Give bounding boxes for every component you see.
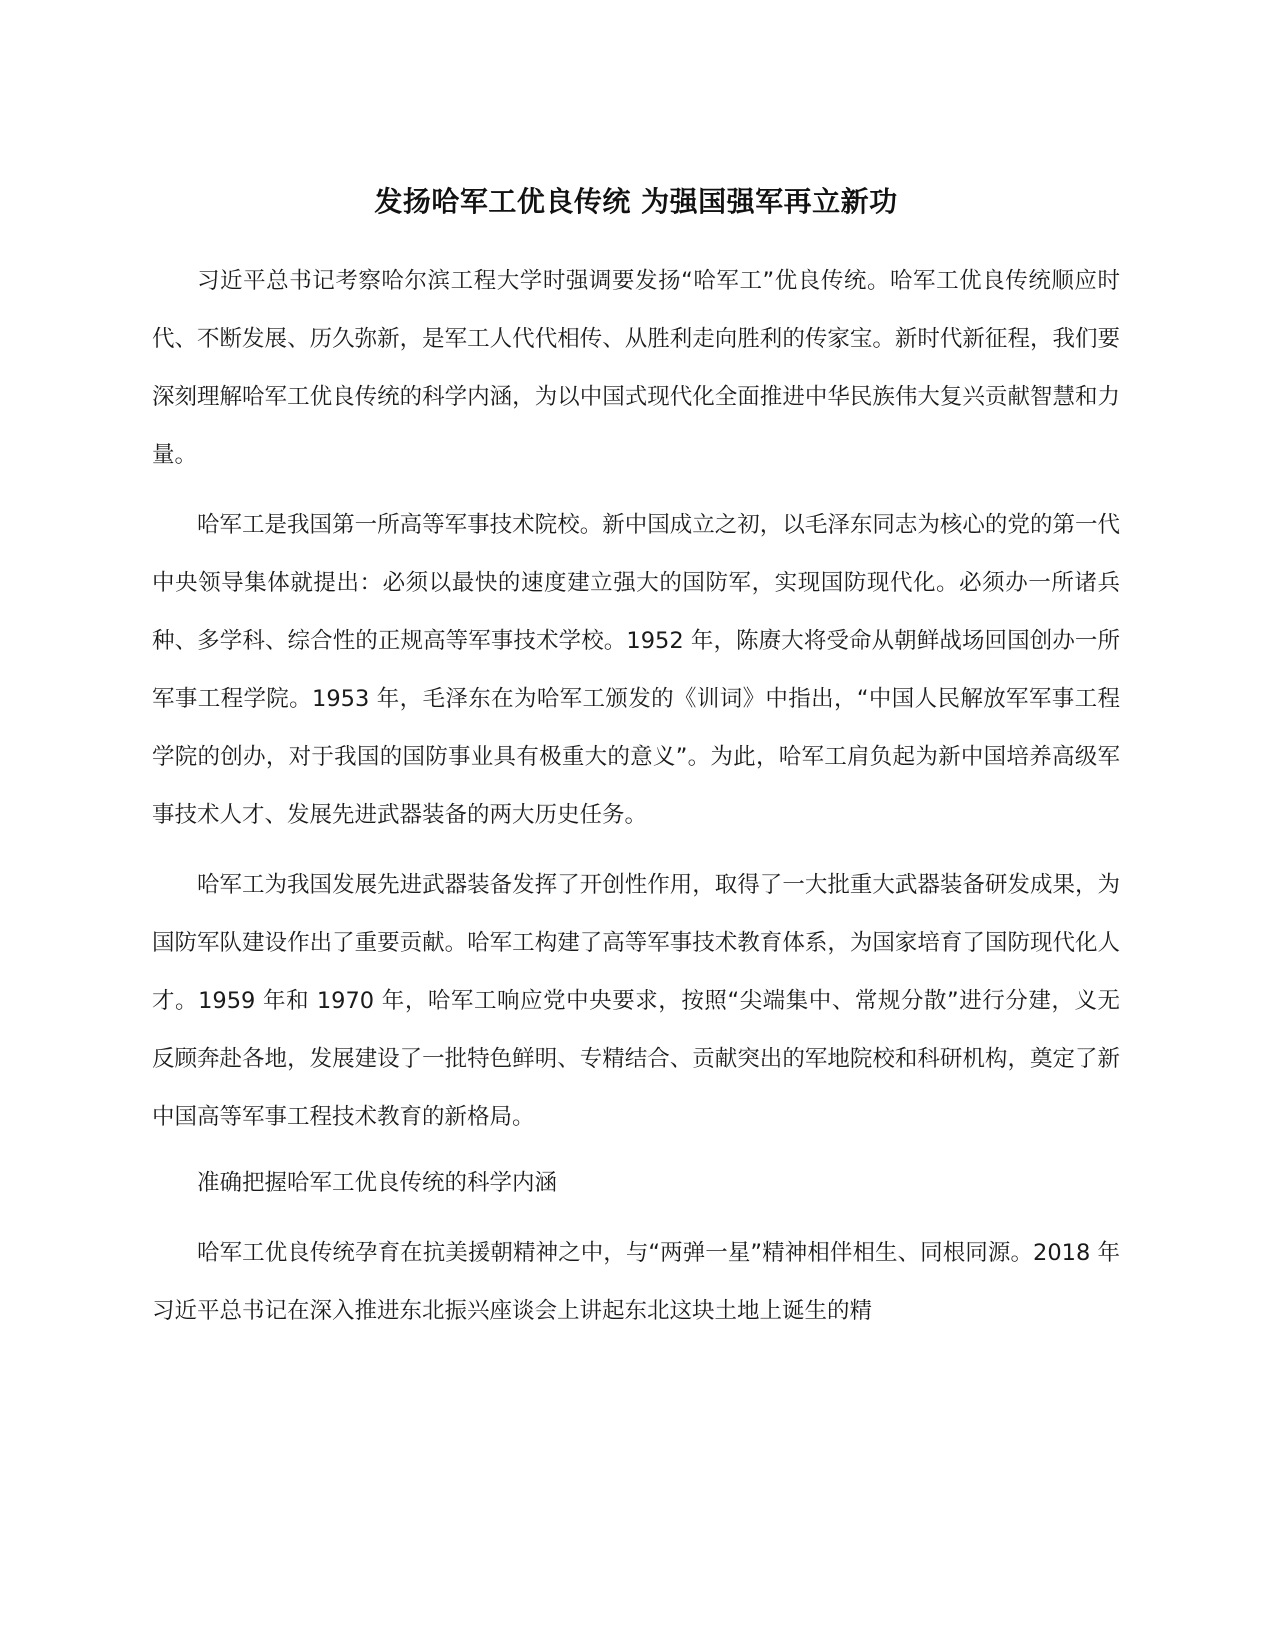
paragraph-tradition: 哈军工优良传统孕育在抗美援朝精神之中，与“两弹一星”精神相伴相生、同根同源。2018 年习近平总书记在深入推进东北振兴座谈会上讲起东北这块土地上诞生的精 bbox=[152, 1240, 1120, 1324]
paragraph-achievements: 哈军工为我国发展先进武器装备发挥了开创性作用，取得了一大批重大武器装备研发成果，为国防军队建设作出了重要贡献。哈军工构建了高等军事技术教育体系，为国家培育了国防现代化人才。1959 年和 1970 年，哈军工响应党中央要求，按照“尖端集中、常规分散”进行分建，义无反顾奔赴各地，发展建设了一批特色鲜明、专精结合、贡献突出的军地院校和科研机构，奠定了新中国高等军事工程技术教育的新格局。 bbox=[152, 872, 1120, 1130]
document-page bbox=[152, 180, 1120, 1340]
paragraph-history: 哈军工是我国第一所高等军事技术院校。新中国成立之初，以毛泽东同志为核心的党的第一代中央领导集体就提出：必须以最快的速度建立强大的国防军，实现国防现代化。必须办一所诸兵种、多学科、综合性的正规高等军事技术学校。1952 年，陈赓大将受命从朝鲜战场回国创办一所军事工程学院。1953 年，毛泽东在为哈军工颁发的《训词》中指出，“中国人民解放军军事工程学院的创办，对于我国的国防事业具有极重大的意义”。为此，哈军工肩负起为新中国培养高级军事技术人才、发展先进武器装备的两大历史任务。 bbox=[152, 512, 1120, 828]
document-title: 发扬哈军工优良传统 为强国强军再立新功 bbox=[374, 185, 898, 218]
paragraph-intro: 习近平总书记考察哈尔滨工程大学时强调要发扬“哈军工”优良传统。哈军工优良传统顺应时代、不断发展、历久弥新，是军工人代代相传、从胜利走向胜利的传家宝。新时代新征程，我们要深刻理解哈军工优良传统的科学内涵，为以中国式现代化全面推进中华民族伟大复兴贡献智慧和力量。 bbox=[152, 268, 1120, 468]
section-heading: 准确把握哈军工优良传统的科学内涵 bbox=[197, 1170, 558, 1196]
